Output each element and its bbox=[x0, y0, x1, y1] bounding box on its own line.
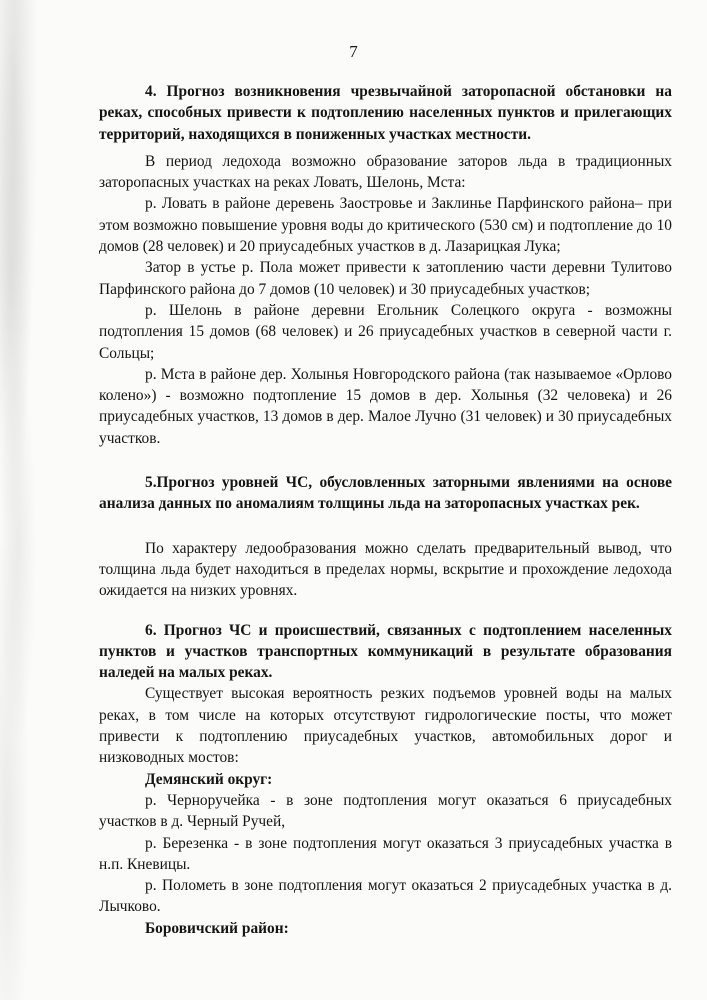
section4-paragraph: р. Ловать в районе деревень Заостровье и Заклинье Парфинского района– при этом возможно повышение уровня воды до критического (530 см) и подтопление до 10 домов (28 человек) и 20 приусадебных участков в д. Лазарицкая Лука; bbox=[99, 195, 672, 256]
district-title: Боровичский район: bbox=[145, 919, 289, 937]
district-title: Демянский округ: bbox=[145, 770, 273, 788]
district-item: р. Полометь в зоне подтопления могут оказаться 2 приусадебных участка в д. Лычково. bbox=[99, 877, 672, 916]
section4-paragraph: В период ледохода возможно образование заторов льда в традиционных заторопасных участках на реках Ловать, Шелонь, Мста: bbox=[99, 152, 672, 192]
section4-paragraph: Затор в устье р. Пола может привести к затоплению части деревни Тулитово Парфинского района до 7 домов (10 человек) и 30 приусадебных участков; bbox=[99, 259, 672, 298]
section4-heading: 4. Прогноз возникновения чрезвычайной заторопасной обстановки на реках, способных привести к подтоплению населенных пунктов и прилегающих территорий, находящихся в пониженных участках местности. bbox=[99, 83, 672, 143]
section4-paragraph: р. Шелонь в районе деревни Егольник Солецкого округа - возможны подтопления 15 домов (68 человек) и 26 приусадебных участков в северной части г. Сольцы; bbox=[99, 301, 672, 362]
district-item: р. Березенка - в зоне подтопления могут оказаться 3 приусадебных участка в н.п. Кневицы. bbox=[99, 834, 672, 873]
document-body bbox=[99, 81, 672, 939]
section6-paragraph: Существует высокая вероятность резких подъемов уровней воды на малых реках, в том числе на которых отсутствуют гидрологические посты, что может привести к подтоплению приусадебных участков, автомобильных дорог и низководных мостов: bbox=[99, 685, 672, 767]
district-item: р. Черноручейка - в зоне подтопления могут оказаться 6 приусадебных участков в д. Черный Ручей, bbox=[99, 791, 672, 831]
page-number: 7 bbox=[349, 42, 358, 61]
scan-margin-noise bbox=[0, 0, 70, 1000]
section4-paragraph: р. Мста в районе дер. Холынья Новгородского района (так называемое «Орлово колено») - возможно подтопление 15 домов в дер. Холынья (32 человека) и 26 приусадебных участков, 13 домов в дер. Малое Лучно (31 человек) и 30 приусадебных участков. bbox=[99, 365, 672, 447]
section5-heading: 5.Прогноз уровней ЧС, обусловленных заторными явлениями на основе анализа данных по аномалиям толщины льда на заторопасных участках рек. bbox=[99, 474, 672, 513]
section6-heading: 6. Прогноз ЧС и происшествий, связанных с подтоплением населенных пунктов и участков транспортных коммуникаций в результате образования наледей на малых реках. bbox=[99, 621, 672, 682]
section5-paragraph: По характеру ледообразования можно сделать предварительный вывод, что толщина льда будет находиться в пределах нормы, вскрытие и прохождение ледохода ожидается на низких уровнях. bbox=[99, 539, 672, 600]
